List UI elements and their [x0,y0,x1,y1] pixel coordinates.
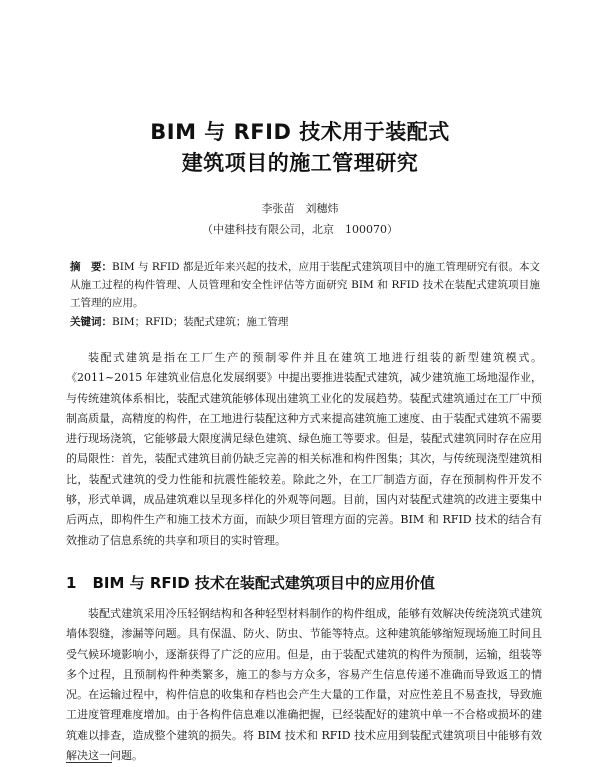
keywords-text: BIM；RFID；装配式建筑；施工管理 [112,316,289,328]
abstract-block [70,258,540,312]
abstract-label: 摘 要： [70,261,113,273]
footnote-divider [66,762,112,763]
section-number: 1 [66,574,77,592]
author-names: 李张苗 刘穗炜 [261,202,339,215]
section-title: BIM 与 RFID 技术在装配式建筑项目中的应用价值 [92,574,435,592]
body-paragraph-1: 装配式建筑是指在工厂生产的预制零件并且在建筑工地进行组装的新型建筑模式。《2011~2015 年建筑业信息化发展纲要》中提出要推进装配式建筑，减少建筑施工场地湿作业，与传统建筑体系相比，装配式建筑能够体现出建筑工业化的发展趋势。装配式建筑通过在工厂中预制高质量，高精度的构件，在工地进行装配这种方式来提高建筑施工速度、由于装配式建筑不需要进行现场浇筑，它能够最大限度满足绿色建筑、绿色施工等要求。但是，装配式建筑同时存在应用的局限性：首先，装配式建筑目前仍缺乏完善的相关标准和构件图集；其次，与传统现浇型建筑相比，装配式建筑的受力性能和抗震性能较差。除此之外，在工厂制造方面，存在预制构件开发不够，形式单调，成品建筑难以呈现多样化的外观等问题。目前，国内对装配式建筑的改进主要集中后两点，即构件生产和施工技术方面，而缺少项目管理方面的完善。BIM 和 RFID 技术的结合有效推动了信息系统的共享和项目的实时管理。 [66,351,542,547]
keywords-label: 关键词： [70,316,112,328]
body-paragraph-2: 装配式建筑采用冷压轻钢结构和各种轻型材料制作的构件组成，能够有效解决传统浇筑式建筑墙体裂缝，渗漏等问题。具有保温、防火、防虫、节能等特点。这种建筑能够缩短现场施工时间且受气候环境影响小，逐渐获得了广泛的应用。但是，由于装配式建筑的构件为预制，运输，组装等多个过程，且预制构件种类繁多，施工的参与方众多，容易产生信息传递不准确而导致返工的情况。在运输过程中，构件信息的收集和存档也会产生大量的工作量，对应性差且不易查找，导致施工进度管理难度增加。由于各构件信息难以准确把握，已经装配好的建筑中单一不合格或损坏的建筑难以排查，造成整个建筑的损失。将 BIM 技术和 RFID 技术应用到装配式建筑项目中能够有效解决这一问题。 [66,607,542,763]
section-heading-1 [66,572,435,593]
paper-title-line-2: 建筑项目的施工管理研究 [181,151,419,175]
keywords-block [70,313,540,331]
paper-title-line-1: BIM 与 RFID 技术用于装配式 [150,120,450,144]
author-affiliation: （中建科技有限公司，北京 100070） [202,223,398,236]
abstract-text: BIM 与 RFID 都是近年来兴起的技术，应用于装配式建筑项目中的施工管理研究有很。本文从施工过程的构件管理、人员管理和安全性评估等方面研究 BIM 和 RFID 技术在装配式建筑项目施工管理的应用。 [70,261,540,309]
